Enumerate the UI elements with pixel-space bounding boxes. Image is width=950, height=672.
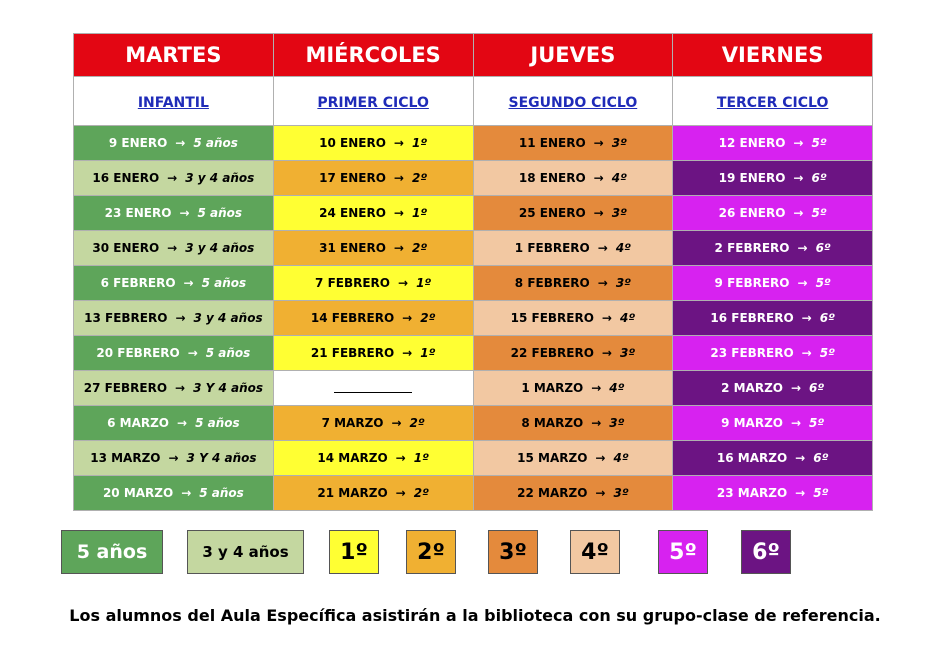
schedule-cell bbox=[74, 196, 274, 231]
cell-group: 6º bbox=[813, 451, 829, 465]
schedule-cell bbox=[74, 301, 274, 336]
schedule-cell bbox=[273, 161, 473, 196]
cell-content bbox=[274, 416, 473, 430]
cell-content bbox=[474, 381, 673, 395]
cell-content bbox=[474, 276, 673, 290]
arrow-icon: → bbox=[801, 311, 812, 325]
schedule-row bbox=[74, 266, 873, 301]
cell-date: 21 MARZO bbox=[317, 486, 388, 500]
schedule-cell bbox=[74, 266, 274, 301]
cell-group: 4º bbox=[609, 381, 625, 395]
arrow-icon: → bbox=[395, 451, 406, 465]
arrow-icon: → bbox=[797, 276, 808, 290]
cell-date: 23 FEBRERO bbox=[710, 346, 794, 360]
schedule-body bbox=[74, 126, 873, 511]
library-schedule-table bbox=[73, 33, 873, 511]
cell-group: 5º bbox=[809, 416, 825, 430]
schedule-cell bbox=[473, 266, 673, 301]
schedule-cell bbox=[74, 476, 274, 511]
arrow-icon: → bbox=[591, 416, 602, 430]
cell-content bbox=[673, 346, 872, 360]
schedule-row bbox=[74, 301, 873, 336]
schedule-cell bbox=[673, 301, 873, 336]
legend-item: 5 años bbox=[61, 530, 163, 574]
arrow-icon: → bbox=[183, 276, 194, 290]
schedule-cell bbox=[273, 301, 473, 336]
legend-item: 2º bbox=[406, 530, 456, 574]
schedule-cell bbox=[673, 406, 873, 441]
cell-group: 3º bbox=[611, 136, 627, 150]
arrow-icon: → bbox=[175, 381, 186, 395]
cell-group: 6º bbox=[809, 381, 825, 395]
cell-date: 1 FEBRERO bbox=[514, 241, 590, 255]
cell-group: 2º bbox=[411, 171, 428, 185]
schedule-cell bbox=[273, 231, 473, 266]
cell-content bbox=[474, 311, 673, 325]
cell-content bbox=[274, 486, 473, 500]
schedule-cell bbox=[74, 441, 274, 476]
cell-date: 22 MARZO bbox=[517, 486, 588, 500]
schedule-cell bbox=[673, 161, 873, 196]
arrow-icon: → bbox=[393, 241, 404, 255]
arrow-icon: → bbox=[179, 206, 190, 220]
schedule-cell bbox=[473, 371, 673, 406]
cell-date: 20 FEBRERO bbox=[96, 346, 180, 360]
cell-content bbox=[474, 206, 673, 220]
cell-content bbox=[274, 241, 473, 255]
cell-date: 25 ENERO bbox=[518, 206, 586, 220]
arrow-icon: → bbox=[393, 206, 404, 220]
cell-date: 12 ENERO bbox=[718, 136, 786, 150]
footer-note: Los alumnos del Aula Específica asistirán a la biblioteca con su grupo-clase de referencia. bbox=[69, 606, 881, 625]
cell-content bbox=[673, 171, 872, 185]
cell-group: 5º bbox=[815, 276, 831, 290]
schedule-cell bbox=[673, 266, 873, 301]
arrow-icon: → bbox=[797, 241, 808, 255]
schedule-row bbox=[74, 336, 873, 371]
cell-content bbox=[274, 276, 473, 290]
schedule-row bbox=[74, 126, 873, 161]
arrow-icon: → bbox=[790, 416, 802, 430]
cell-group: 1º bbox=[411, 136, 428, 150]
cell-content bbox=[474, 241, 673, 255]
cell-date: 18 ENERO bbox=[518, 171, 586, 185]
cell-content bbox=[673, 206, 872, 220]
cell-group: 1º bbox=[416, 276, 432, 290]
cell-group: 1º bbox=[420, 346, 436, 360]
cycle-label: PRIMER CICLO bbox=[317, 94, 429, 111]
cell-content bbox=[74, 451, 273, 465]
arrow-icon: → bbox=[795, 486, 806, 500]
arrow-icon: → bbox=[601, 311, 612, 325]
cell-content bbox=[474, 136, 673, 150]
legend-item: 4º bbox=[570, 530, 620, 574]
legend-item: 3º bbox=[488, 530, 538, 574]
arrow-icon: → bbox=[187, 346, 198, 360]
cell-content bbox=[274, 346, 473, 360]
cell-date: 13 MARZO bbox=[90, 451, 161, 465]
schedule-cell bbox=[273, 441, 473, 476]
cell-content bbox=[673, 486, 872, 500]
schedule-cell bbox=[74, 126, 274, 161]
schedule-cell bbox=[74, 406, 274, 441]
cell-date: 26 ENERO bbox=[718, 206, 786, 220]
cell-date: 19 ENERO bbox=[718, 171, 786, 185]
cell-date: 9 ENERO bbox=[108, 136, 168, 150]
cell-content bbox=[673, 451, 872, 465]
cell-group: 3 Y 4 años bbox=[193, 381, 264, 395]
cell-group: 3º bbox=[619, 346, 636, 360]
cell-group: 4º bbox=[615, 241, 631, 255]
arrow-icon: → bbox=[393, 136, 404, 150]
schedule-cell bbox=[473, 301, 673, 336]
arrow-icon: → bbox=[795, 451, 806, 465]
schedule-cell bbox=[673, 476, 873, 511]
schedule-cell bbox=[673, 126, 873, 161]
schedule-row bbox=[74, 406, 873, 441]
schedule-cell bbox=[273, 336, 473, 371]
arrow-icon: → bbox=[793, 171, 804, 185]
cell-date: 23 MARZO bbox=[716, 486, 788, 500]
cell-group: 2º bbox=[411, 241, 428, 255]
cell-content bbox=[474, 416, 673, 430]
cell-date: 14 FEBRERO bbox=[310, 311, 395, 325]
cell-date: 31 ENERO bbox=[319, 241, 386, 255]
cell-group: 2º bbox=[413, 486, 429, 500]
day-header-miercoles: MIÉRCOLES bbox=[273, 34, 473, 77]
arrow-icon: → bbox=[395, 486, 406, 500]
cell-content bbox=[74, 381, 273, 395]
schedule-cell bbox=[74, 336, 274, 371]
arrow-icon: → bbox=[391, 416, 402, 430]
schedule-cell bbox=[673, 441, 873, 476]
schedule-cell bbox=[473, 126, 673, 161]
cycle-header-primer-ciclo bbox=[273, 77, 473, 126]
cell-date: 10 ENERO bbox=[319, 136, 386, 150]
cell-content bbox=[74, 136, 273, 150]
legend-item: 6º bbox=[741, 530, 791, 574]
cell-content bbox=[673, 381, 872, 395]
cell-group: 3º bbox=[611, 206, 627, 220]
arrow-icon: → bbox=[591, 381, 602, 395]
arrow-icon: → bbox=[593, 171, 604, 185]
schedule-cell bbox=[673, 231, 873, 266]
arrow-icon: → bbox=[168, 451, 179, 465]
arrow-icon: → bbox=[593, 136, 604, 150]
schedule-row bbox=[74, 231, 873, 266]
arrow-icon: → bbox=[175, 311, 186, 325]
cell-group: 5º bbox=[819, 346, 835, 360]
schedule-cell bbox=[473, 406, 673, 441]
arrow-icon: → bbox=[790, 381, 802, 395]
arrow-icon: → bbox=[393, 171, 404, 185]
cell-content bbox=[673, 276, 872, 290]
legend-item: 5º bbox=[658, 530, 708, 574]
cell-group: 1º bbox=[413, 451, 429, 465]
cell-date: 15 FEBRERO bbox=[510, 311, 594, 325]
arrow-icon: → bbox=[181, 486, 192, 500]
arrow-icon: → bbox=[167, 171, 178, 185]
cell-date: 27 FEBRERO bbox=[83, 381, 168, 395]
arrow-icon: → bbox=[175, 136, 186, 150]
cell-content bbox=[274, 451, 473, 465]
cell-group: 3 y 4 años bbox=[193, 311, 263, 325]
cell-date: 7 MARZO bbox=[321, 416, 384, 430]
cell-group: 1º bbox=[411, 206, 428, 220]
cell-content bbox=[274, 311, 473, 325]
cell-date: 2 FEBRERO bbox=[714, 241, 790, 255]
cell-date: 9 FEBRERO bbox=[714, 276, 790, 290]
schedule-cell bbox=[673, 336, 873, 371]
schedule-cell bbox=[74, 371, 274, 406]
schedule-cell bbox=[673, 371, 873, 406]
cell-content bbox=[673, 241, 872, 255]
schedule-row bbox=[74, 196, 873, 231]
schedule-cell bbox=[473, 441, 673, 476]
cell-date: 9 MARZO bbox=[721, 416, 783, 430]
cell-content bbox=[74, 206, 273, 220]
schedule-cell bbox=[273, 126, 473, 161]
schedule-row bbox=[74, 476, 873, 511]
day-header-viernes: VIERNES bbox=[673, 34, 873, 77]
cell-content bbox=[274, 171, 473, 185]
cell-content bbox=[274, 384, 473, 393]
cycle-header-row bbox=[74, 77, 873, 126]
cell-group: 2º bbox=[409, 416, 425, 430]
arrow-icon: → bbox=[595, 486, 606, 500]
cell-content bbox=[474, 171, 673, 185]
cell-group: 3º bbox=[609, 416, 625, 430]
cell-date: 16 MARZO bbox=[716, 451, 788, 465]
day-header-martes: MARTES bbox=[74, 34, 274, 77]
schedule-cell bbox=[273, 406, 473, 441]
cell-date: 16 FEBRERO bbox=[710, 311, 794, 325]
cell-group: 5 años bbox=[193, 136, 238, 150]
arrow-icon: → bbox=[167, 241, 178, 255]
cell-group: 5º bbox=[813, 486, 829, 500]
arrow-icon: → bbox=[402, 346, 413, 360]
schedule-cell bbox=[273, 371, 473, 406]
cell-date: 8 MARZO bbox=[521, 416, 584, 430]
cell-group: 4º bbox=[619, 311, 636, 325]
cell-content bbox=[74, 486, 273, 500]
cell-date: 16 ENERO bbox=[92, 171, 160, 185]
cell-content bbox=[474, 486, 673, 500]
cell-group: 6º bbox=[811, 171, 827, 185]
cell-content bbox=[673, 311, 872, 325]
arrow-icon: → bbox=[398, 276, 409, 290]
cell-date: 22 FEBRERO bbox=[510, 346, 594, 360]
cell-content bbox=[74, 276, 273, 290]
cell-content bbox=[74, 416, 273, 430]
legend-item: 1º bbox=[329, 530, 379, 574]
legend-item: 3 y 4 años bbox=[187, 530, 304, 574]
schedule-cell bbox=[273, 266, 473, 301]
cycle-header-tercer-ciclo bbox=[673, 77, 873, 126]
cell-date: 14 MARZO bbox=[317, 451, 388, 465]
cell-group: 3 y 4 años bbox=[185, 241, 255, 255]
cell-group: 4º bbox=[611, 171, 627, 185]
arrow-icon: → bbox=[793, 206, 804, 220]
cell-date: 7 FEBRERO bbox=[315, 276, 390, 290]
cycle-label: INFANTIL bbox=[137, 94, 209, 111]
schedule-row bbox=[74, 161, 873, 196]
schedule-cell bbox=[473, 336, 673, 371]
cell-date: 24 ENERO bbox=[319, 206, 386, 220]
arrow-icon: → bbox=[601, 346, 612, 360]
schedule-cell bbox=[473, 476, 673, 511]
schedule-row bbox=[74, 371, 873, 406]
schedule-cell bbox=[273, 196, 473, 231]
cell-group: 6º bbox=[819, 311, 835, 325]
cycle-header-segundo-ciclo bbox=[473, 77, 673, 126]
cell-content bbox=[673, 136, 872, 150]
cycle-label: SEGUNDO CICLO bbox=[508, 94, 638, 111]
cell-group: 4º bbox=[613, 451, 629, 465]
cell-date: 13 FEBRERO bbox=[84, 311, 168, 325]
blank-line bbox=[334, 384, 412, 393]
arrow-icon: → bbox=[593, 206, 604, 220]
cell-content bbox=[274, 136, 473, 150]
cell-group: 2º bbox=[420, 311, 436, 325]
cell-group: 5 años bbox=[195, 416, 240, 430]
cell-group: 5º bbox=[811, 206, 827, 220]
cell-date: 20 MARZO bbox=[102, 486, 174, 500]
cell-group: 5 años bbox=[199, 486, 244, 500]
cell-group: 5º bbox=[811, 136, 827, 150]
arrow-icon: → bbox=[801, 346, 812, 360]
arrow-icon: → bbox=[793, 136, 804, 150]
schedule-row bbox=[74, 441, 873, 476]
cell-date: 21 FEBRERO bbox=[310, 346, 395, 360]
cell-group: 6º bbox=[815, 241, 831, 255]
schedule-cell bbox=[473, 231, 673, 266]
cell-date: 15 MARZO bbox=[517, 451, 588, 465]
arrow-icon: → bbox=[597, 276, 608, 290]
day-header-row bbox=[74, 34, 873, 77]
cell-group: 5 años bbox=[201, 276, 247, 290]
cycle-label: TERCER CICLO bbox=[716, 94, 829, 111]
schedule-cell bbox=[74, 161, 274, 196]
cell-content bbox=[274, 206, 473, 220]
cell-date: 6 MARZO bbox=[107, 416, 170, 430]
day-header-jueves: JUEVES bbox=[473, 34, 673, 77]
schedule-cell bbox=[673, 196, 873, 231]
cell-date: 11 ENERO bbox=[518, 136, 586, 150]
cell-group: 5 años bbox=[197, 206, 243, 220]
cycle-header-infantil bbox=[74, 77, 274, 126]
cell-date: 30 ENERO bbox=[92, 241, 160, 255]
cell-group: 3º bbox=[615, 276, 631, 290]
cell-group: 3 y 4 años bbox=[185, 171, 255, 185]
cell-content bbox=[474, 346, 673, 360]
cell-group: 3 Y 4 años bbox=[186, 451, 257, 465]
cell-date: 17 ENERO bbox=[319, 171, 386, 185]
cell-date: 1 MARZO bbox=[521, 381, 584, 395]
arrow-icon: → bbox=[177, 416, 188, 430]
cell-date: 6 FEBRERO bbox=[100, 276, 176, 290]
cell-date: 2 MARZO bbox=[721, 381, 783, 395]
cell-content bbox=[74, 241, 273, 255]
cell-content bbox=[673, 416, 872, 430]
schedule-cell bbox=[473, 196, 673, 231]
cell-date: 23 ENERO bbox=[104, 206, 172, 220]
schedule-cell bbox=[473, 161, 673, 196]
arrow-icon: → bbox=[597, 241, 608, 255]
cell-date: 8 FEBRERO bbox=[514, 276, 590, 290]
cell-content bbox=[74, 311, 273, 325]
cell-content bbox=[74, 346, 273, 360]
cell-content bbox=[474, 451, 673, 465]
arrow-icon: → bbox=[402, 311, 413, 325]
schedule-cell bbox=[74, 231, 274, 266]
cell-content bbox=[74, 171, 273, 185]
cell-group: 3º bbox=[613, 486, 629, 500]
arrow-icon: → bbox=[595, 451, 606, 465]
cell-group: 5 años bbox=[205, 346, 251, 360]
schedule-cell bbox=[273, 476, 473, 511]
